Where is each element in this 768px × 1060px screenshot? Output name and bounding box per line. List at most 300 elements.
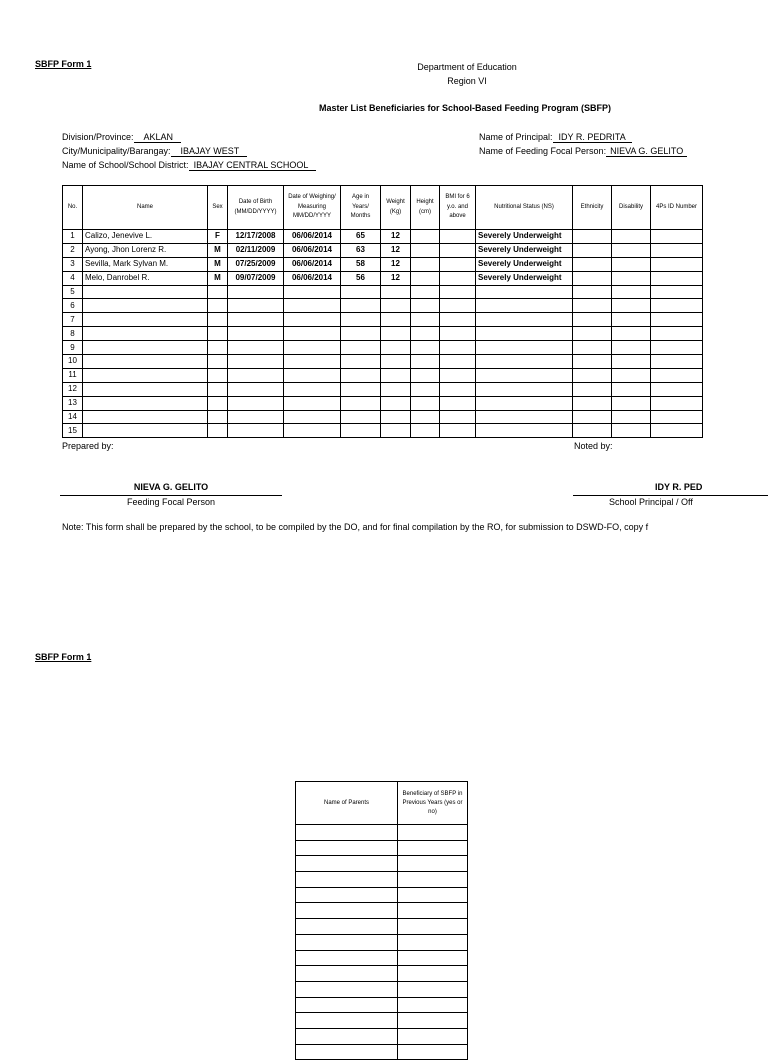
- table-header-row: [63, 186, 703, 230]
- bmi-cell: [440, 424, 476, 438]
- previous-beneficiary-cell: [398, 1044, 468, 1060]
- parent-name-cell: [296, 1044, 398, 1060]
- disability-cell: [612, 396, 651, 410]
- beneficiary-name: [83, 382, 208, 396]
- height-cell: [411, 368, 440, 382]
- nutritional-status-cell: [476, 368, 573, 382]
- weighing-date-cell: [284, 313, 341, 327]
- bmi-cell: [440, 355, 476, 369]
- column-header: Name of Parents: [296, 782, 398, 825]
- column-header: Sex: [208, 186, 228, 230]
- weighing-date-cell: 06/06/2014: [284, 271, 341, 285]
- row-number: 3: [63, 257, 83, 271]
- beneficiary-name: [83, 410, 208, 424]
- weight-cell: [381, 368, 411, 382]
- column-header: No.: [63, 186, 83, 230]
- table-row: [63, 410, 703, 424]
- weighing-date-cell: [284, 285, 341, 299]
- fourps-id-cell: [651, 257, 703, 271]
- table-row: [296, 872, 468, 888]
- bmi-cell: [440, 257, 476, 271]
- birth-date-cell: [228, 299, 284, 313]
- previous-beneficiary-cell: [398, 840, 468, 856]
- height-cell: [411, 355, 440, 369]
- table-row: [296, 919, 468, 935]
- sex-cell: [208, 368, 228, 382]
- beneficiary-name: [83, 355, 208, 369]
- height-cell: [411, 327, 440, 341]
- beneficiary-name: [83, 396, 208, 410]
- column-header: Disability: [612, 186, 651, 230]
- sex-cell: M: [208, 243, 228, 257]
- birth-date-cell: [228, 355, 284, 369]
- fourps-id-cell: [651, 285, 703, 299]
- previous-beneficiary-cell: [398, 1013, 468, 1029]
- bmi-cell: [440, 396, 476, 410]
- weighing-date-cell: [284, 382, 341, 396]
- table-row: [296, 950, 468, 966]
- ethnicity-cell: [573, 368, 612, 382]
- noter-signature-line: [573, 495, 768, 496]
- birth-date-cell: 09/07/2009: [228, 271, 284, 285]
- column-header: Height (cm): [411, 186, 440, 230]
- principal-label: Name of Principal:: [479, 132, 553, 142]
- ethnicity-cell: [573, 396, 612, 410]
- noter-role: School Principal / Off: [609, 497, 693, 507]
- nutritional-status-cell: [476, 396, 573, 410]
- row-number: 14: [63, 410, 83, 424]
- focal-field: [479, 146, 687, 156]
- beneficiary-name: Sevilla, Mark Sylvan M.: [83, 257, 208, 271]
- age-cell: 58: [341, 257, 381, 271]
- age-cell: [341, 382, 381, 396]
- weight-cell: [381, 313, 411, 327]
- row-number: 2: [63, 243, 83, 257]
- beneficiary-name: [83, 341, 208, 355]
- bmi-cell: [440, 368, 476, 382]
- disability-cell: [612, 424, 651, 438]
- beneficiary-name: [83, 285, 208, 299]
- ethnicity-cell: [573, 257, 612, 271]
- nutritional-status-cell: Severely Underweight: [476, 243, 573, 257]
- parent-name-cell: [296, 919, 398, 935]
- disability-cell: [612, 355, 651, 369]
- division-label: Division/Province:: [62, 132, 134, 142]
- weighing-date-cell: [284, 410, 341, 424]
- weighing-date-cell: [284, 424, 341, 438]
- ethnicity-cell: [573, 410, 612, 424]
- fourps-id-cell: [651, 382, 703, 396]
- bmi-cell: [440, 327, 476, 341]
- nutritional-status-cell: [476, 299, 573, 313]
- fourps-id-cell: [651, 410, 703, 424]
- column-header: Age in Years/ Months: [341, 186, 381, 230]
- height-cell: [411, 410, 440, 424]
- form-label-page2: SBFP Form 1: [35, 652, 92, 662]
- ethnicity-cell: [573, 299, 612, 313]
- disability-cell: [612, 313, 651, 327]
- birth-date-cell: [228, 285, 284, 299]
- sex-cell: [208, 355, 228, 369]
- nutritional-status-cell: [476, 341, 573, 355]
- ethnicity-cell: [573, 355, 612, 369]
- disability-cell: [612, 230, 651, 244]
- previous-beneficiary-cell: [398, 950, 468, 966]
- height-cell: [411, 382, 440, 396]
- age-cell: [341, 355, 381, 369]
- beneficiary-name: Melo, Danrobel R.: [83, 271, 208, 285]
- parent-name-cell: [296, 997, 398, 1013]
- table-row: [296, 981, 468, 997]
- parent-name-cell: [296, 872, 398, 888]
- weighing-date-cell: [284, 327, 341, 341]
- weight-cell: [381, 299, 411, 313]
- school-label: Name of School/School District:: [62, 160, 189, 170]
- bmi-cell: [440, 382, 476, 396]
- age-cell: 65: [341, 230, 381, 244]
- parent-name-cell: [296, 887, 398, 903]
- column-header: Nutritional Status (NS): [476, 186, 573, 230]
- height-cell: [411, 285, 440, 299]
- city-value: IBAJAY WEST: [171, 146, 248, 157]
- ethnicity-cell: [573, 271, 612, 285]
- school-field: [62, 160, 316, 170]
- birth-date-cell: 07/25/2009: [228, 257, 284, 271]
- sex-cell: [208, 285, 228, 299]
- previous-beneficiary-cell: [398, 825, 468, 841]
- weighing-date-cell: [284, 396, 341, 410]
- form-label: SBFP Form 1: [35, 59, 92, 69]
- previous-beneficiary-cell: [398, 872, 468, 888]
- height-cell: [411, 271, 440, 285]
- row-number: 5: [63, 285, 83, 299]
- table-row: [63, 396, 703, 410]
- table-row: [63, 382, 703, 396]
- birth-date-cell: [228, 327, 284, 341]
- weight-cell: 12: [381, 257, 411, 271]
- bmi-cell: [440, 243, 476, 257]
- city-field: [62, 146, 247, 156]
- previous-beneficiary-cell: [398, 919, 468, 935]
- preparer-role: Feeding Focal Person: [126, 497, 216, 507]
- focal-value: NIEVA G. GELITO: [606, 146, 687, 157]
- age-cell: [341, 327, 381, 341]
- disability-cell: [612, 341, 651, 355]
- sex-cell: [208, 424, 228, 438]
- previous-beneficiary-cell: [398, 981, 468, 997]
- parents-table: [295, 781, 468, 1060]
- birth-date-cell: [228, 313, 284, 327]
- fourps-id-cell: [651, 230, 703, 244]
- bmi-cell: [440, 285, 476, 299]
- weighing-date-cell: 06/06/2014: [284, 230, 341, 244]
- nutritional-status-cell: [476, 382, 573, 396]
- school-value: IBAJAY CENTRAL SCHOOL: [189, 160, 317, 171]
- column-header: Ethnicity: [573, 186, 612, 230]
- principal-field: [479, 132, 632, 142]
- weighing-date-cell: [284, 368, 341, 382]
- parent-name-cell: [296, 825, 398, 841]
- height-cell: [411, 396, 440, 410]
- table-row: [63, 257, 703, 271]
- disability-cell: [612, 368, 651, 382]
- table-row: [63, 424, 703, 438]
- sex-cell: [208, 313, 228, 327]
- master-list-table: [62, 185, 703, 438]
- table-row: [296, 997, 468, 1013]
- weight-cell: [381, 410, 411, 424]
- disability-cell: [612, 243, 651, 257]
- table-row: [296, 1044, 468, 1060]
- fourps-id-cell: [651, 313, 703, 327]
- weighing-date-cell: 06/06/2014: [284, 257, 341, 271]
- parent-name-cell: [296, 934, 398, 950]
- table-header-row: [296, 782, 468, 825]
- ethnicity-cell: [573, 230, 612, 244]
- beneficiary-name: Ayong, Jhon Lorenz R.: [83, 243, 208, 257]
- table-row: [63, 327, 703, 341]
- weight-cell: [381, 285, 411, 299]
- parent-name-cell: [296, 981, 398, 997]
- table-row: [63, 355, 703, 369]
- principal-value: IDY R. PEDRITA: [553, 132, 632, 143]
- birth-date-cell: [228, 410, 284, 424]
- ethnicity-cell: [573, 382, 612, 396]
- height-cell: [411, 424, 440, 438]
- noter-name: IDY R. PED: [655, 482, 703, 492]
- fourps-id-cell: [651, 243, 703, 257]
- bmi-cell: [440, 313, 476, 327]
- weight-cell: 12: [381, 230, 411, 244]
- column-header: 4Ps ID Number: [651, 186, 703, 230]
- weight-cell: [381, 382, 411, 396]
- parent-name-cell: [296, 1028, 398, 1044]
- row-number: 12: [63, 382, 83, 396]
- table-row: [296, 1028, 468, 1044]
- division-value: AKLAN: [134, 132, 182, 143]
- sex-cell: [208, 299, 228, 313]
- height-cell: [411, 341, 440, 355]
- fourps-id-cell: [651, 368, 703, 382]
- age-cell: [341, 341, 381, 355]
- sex-cell: M: [208, 257, 228, 271]
- table-row: [296, 934, 468, 950]
- weight-cell: 12: [381, 243, 411, 257]
- row-number: 8: [63, 327, 83, 341]
- age-cell: [341, 410, 381, 424]
- table-row: [296, 903, 468, 919]
- nutritional-status-cell: Severely Underweight: [476, 230, 573, 244]
- city-label: City/Municipality/Barangay:: [62, 146, 171, 156]
- age-cell: [341, 299, 381, 313]
- fourps-id-cell: [651, 396, 703, 410]
- ethnicity-cell: [573, 285, 612, 299]
- division-field: [62, 132, 181, 142]
- column-header: Name: [83, 186, 208, 230]
- nutritional-status-cell: [476, 424, 573, 438]
- height-cell: [411, 313, 440, 327]
- fourps-id-cell: [651, 355, 703, 369]
- disability-cell: [612, 257, 651, 271]
- weighing-date-cell: 06/06/2014: [284, 243, 341, 257]
- birth-date-cell: [228, 341, 284, 355]
- fourps-id-cell: [651, 341, 703, 355]
- nutritional-status-cell: [476, 355, 573, 369]
- weighing-date-cell: [284, 355, 341, 369]
- preparer-name: NIEVA G. GELITO: [133, 482, 209, 492]
- age-cell: [341, 313, 381, 327]
- table-row: [63, 299, 703, 313]
- previous-beneficiary-cell: [398, 856, 468, 872]
- column-header: Beneficiary of SBFP in Previous Years (yes or no): [398, 782, 468, 825]
- parent-name-cell: [296, 1013, 398, 1029]
- sex-cell: M: [208, 271, 228, 285]
- table-row: [63, 230, 703, 244]
- weight-cell: [381, 327, 411, 341]
- row-number: 9: [63, 341, 83, 355]
- sex-cell: [208, 341, 228, 355]
- noted-by-label: Noted by:: [574, 441, 613, 451]
- ethnicity-cell: [573, 313, 612, 327]
- fourps-id-cell: [651, 327, 703, 341]
- column-header: BMI for 6 y.o. and above: [440, 186, 476, 230]
- column-header: Weight (Kg): [381, 186, 411, 230]
- weight-cell: [381, 355, 411, 369]
- ethnicity-cell: [573, 243, 612, 257]
- height-cell: [411, 299, 440, 313]
- age-cell: [341, 285, 381, 299]
- disability-cell: [612, 327, 651, 341]
- height-cell: [411, 257, 440, 271]
- previous-beneficiary-cell: [398, 934, 468, 950]
- row-number: 1: [63, 230, 83, 244]
- bmi-cell: [440, 341, 476, 355]
- beneficiary-name: [83, 313, 208, 327]
- previous-beneficiary-cell: [398, 903, 468, 919]
- table-row: [296, 856, 468, 872]
- birth-date-cell: [228, 396, 284, 410]
- table-row: [63, 271, 703, 285]
- age-cell: [341, 396, 381, 410]
- weight-cell: [381, 396, 411, 410]
- weight-cell: [381, 424, 411, 438]
- disability-cell: [612, 299, 651, 313]
- disability-cell: [612, 271, 651, 285]
- parent-name-cell: [296, 966, 398, 982]
- column-header: Date of Weighing/ Measuring MM/DD/YYYY: [284, 186, 341, 230]
- nutritional-status-cell: [476, 313, 573, 327]
- sex-cell: [208, 327, 228, 341]
- bmi-cell: [440, 410, 476, 424]
- parent-name-cell: [296, 840, 398, 856]
- row-number: 13: [63, 396, 83, 410]
- row-number: 7: [63, 313, 83, 327]
- table-row: [296, 966, 468, 982]
- sex-cell: F: [208, 230, 228, 244]
- disability-cell: [612, 410, 651, 424]
- disability-cell: [612, 382, 651, 396]
- prepared-by-label: Prepared by:: [62, 441, 114, 451]
- table-row: [63, 313, 703, 327]
- age-cell: [341, 424, 381, 438]
- table-row: [63, 341, 703, 355]
- sex-cell: [208, 396, 228, 410]
- sex-cell: [208, 382, 228, 396]
- table-row: [296, 840, 468, 856]
- table-row: [296, 887, 468, 903]
- ethnicity-cell: [573, 341, 612, 355]
- document-title: Master List Beneficiaries for School-Based Feeding Program (SBFP): [318, 103, 612, 113]
- age-cell: 63: [341, 243, 381, 257]
- beneficiary-name: [83, 368, 208, 382]
- height-cell: [411, 243, 440, 257]
- nutritional-status-cell: Severely Underweight: [476, 257, 573, 271]
- height-cell: [411, 230, 440, 244]
- sex-cell: [208, 410, 228, 424]
- disability-cell: [612, 285, 651, 299]
- birth-date-cell: [228, 382, 284, 396]
- row-number: 6: [63, 299, 83, 313]
- fourps-id-cell: [651, 299, 703, 313]
- weight-cell: [381, 341, 411, 355]
- region-name: Region VI: [447, 76, 487, 86]
- previous-beneficiary-cell: [398, 1028, 468, 1044]
- age-cell: 56: [341, 271, 381, 285]
- beneficiary-name: [83, 327, 208, 341]
- birth-date-cell: [228, 424, 284, 438]
- previous-beneficiary-cell: [398, 997, 468, 1013]
- focal-label: Name of Feeding Focal Person:: [479, 146, 607, 156]
- table-row: [63, 285, 703, 299]
- beneficiary-name: [83, 424, 208, 438]
- weighing-date-cell: [284, 299, 341, 313]
- weight-cell: 12: [381, 271, 411, 285]
- department-name: Department of Education: [417, 62, 517, 72]
- weighing-date-cell: [284, 341, 341, 355]
- table-row: [63, 368, 703, 382]
- beneficiary-name: Calizo, Jenevive L.: [83, 230, 208, 244]
- previous-beneficiary-cell: [398, 966, 468, 982]
- age-cell: [341, 368, 381, 382]
- fourps-id-cell: [651, 424, 703, 438]
- row-number: 15: [63, 424, 83, 438]
- nutritional-status-cell: Severely Underweight: [476, 271, 573, 285]
- beneficiary-name: [83, 299, 208, 313]
- parent-name-cell: [296, 950, 398, 966]
- table-row: [296, 1013, 468, 1029]
- bmi-cell: [440, 299, 476, 313]
- parent-name-cell: [296, 903, 398, 919]
- row-number: 11: [63, 368, 83, 382]
- row-number: 4: [63, 271, 83, 285]
- nutritional-status-cell: [476, 285, 573, 299]
- birth-date-cell: [228, 368, 284, 382]
- bmi-cell: [440, 271, 476, 285]
- birth-date-cell: 12/17/2008: [228, 230, 284, 244]
- ethnicity-cell: [573, 424, 612, 438]
- bmi-cell: [440, 230, 476, 244]
- preparer-signature-line: [60, 495, 282, 496]
- form-note: Note: This form shall be prepared by the school, to be compiled by the DO, and for final compilation by the RO, for submission to DSWD-FO, copy f: [62, 522, 649, 532]
- previous-beneficiary-cell: [398, 887, 468, 903]
- birth-date-cell: 02/11/2009: [228, 243, 284, 257]
- table-row: [63, 243, 703, 257]
- fourps-id-cell: [651, 271, 703, 285]
- nutritional-status-cell: [476, 410, 573, 424]
- table-row: [296, 825, 468, 841]
- column-header: Date of Birth (MM/DD/YYYY): [228, 186, 284, 230]
- parent-name-cell: [296, 856, 398, 872]
